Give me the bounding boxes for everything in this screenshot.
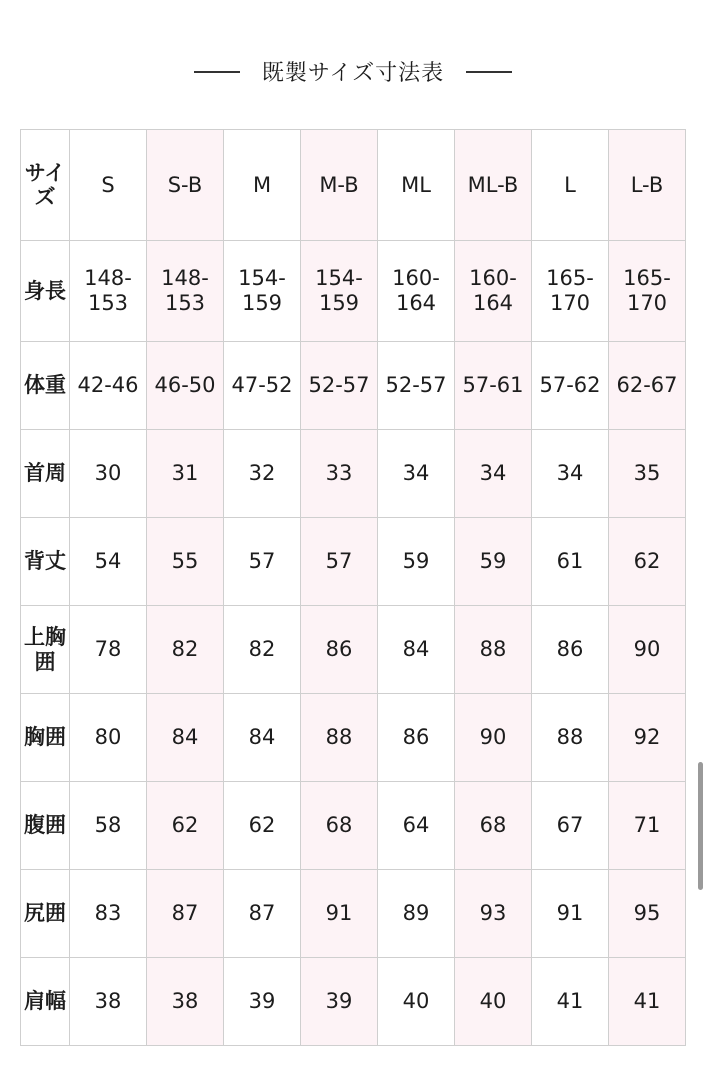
table-cell: 82 [224,606,301,694]
table-row [21,241,686,342]
table-cell: 47-52 [224,342,301,430]
column-header-m-b: M-B [301,130,378,241]
table-cell: 39 [301,958,378,1046]
table-cell: 82 [147,606,224,694]
table-cell: 41 [609,958,686,1046]
cell-line: 159 [318,291,360,315]
table-cell: 89 [378,870,455,958]
table-cell: 71 [609,782,686,870]
row-header: 肩幅 [21,958,70,1046]
table-cell: 68 [455,782,532,870]
table-cell [224,241,301,342]
table-cell: 34 [378,430,455,518]
cell-line: 160- [469,266,517,291]
row-header: 胸囲 [21,694,70,782]
table-row [21,606,686,694]
column-header-s-b: S-B [147,130,224,241]
row-header: 上胸囲 [21,606,70,694]
table-cell: 67 [532,782,609,870]
row-header: 体重 [21,342,70,430]
column-header-m: M [224,130,301,241]
table-cell: 58 [70,782,147,870]
table-cell [532,241,609,342]
table-cell: 78 [70,606,147,694]
table-cell: 31 [147,430,224,518]
table-cell: 41 [532,958,609,1046]
cell-line: 159 [241,291,283,315]
table-cell: 52-57 [301,342,378,430]
table-cell: 64 [378,782,455,870]
table-cell: 57 [301,518,378,606]
table-cell: 34 [532,430,609,518]
cell-line: 164 [395,291,437,315]
table-cell: 52-57 [378,342,455,430]
table-cell: 38 [147,958,224,1046]
table-cell [378,241,455,342]
table-cell: 57-62 [532,342,609,430]
table-cell [301,241,378,342]
table-cell: 54 [70,518,147,606]
table-cell: 83 [70,870,147,958]
table-cell: 87 [224,870,301,958]
table-cell: 92 [609,694,686,782]
table-cell: 84 [224,694,301,782]
table-cell: 91 [301,870,378,958]
table-cell: 30 [70,430,147,518]
vertical-scrollbar[interactable] [698,762,703,890]
cell-line: 153 [164,291,206,315]
table-cell: 34 [455,430,532,518]
table-row [21,430,686,518]
column-header-ml-b: ML-B [455,130,532,241]
table-cell: 68 [301,782,378,870]
table-row [21,518,686,606]
table-cell: 46-50 [147,342,224,430]
table-cell: 86 [301,606,378,694]
table-cell: 59 [455,518,532,606]
table-corner-label: サイズ [21,130,70,241]
table-cell [609,241,686,342]
row-header: 腹囲 [21,782,70,870]
table-cell: 40 [455,958,532,1046]
table-cell: 90 [455,694,532,782]
table-cell: 95 [609,870,686,958]
table-cell: 86 [532,606,609,694]
table-cell: 38 [70,958,147,1046]
table-cell: 80 [70,694,147,782]
table-cell: 62-67 [609,342,686,430]
size-table-container [0,97,706,1046]
title-rule-right-icon [466,71,512,73]
cell-line: 165- [623,266,671,291]
table-header-row [21,130,686,241]
table-row [21,782,686,870]
cell-line: 170 [626,291,668,315]
table-cell: 90 [609,606,686,694]
table-cell: 84 [378,606,455,694]
row-header: 首周 [21,430,70,518]
table-row [21,694,686,782]
table-cell [70,241,147,342]
table-cell: 32 [224,430,301,518]
document-title-row [0,0,706,97]
column-header-l: L [532,130,609,241]
table-cell [147,241,224,342]
table-cell: 93 [455,870,532,958]
table-row [21,870,686,958]
column-header-s: S [70,130,147,241]
table-cell: 62 [609,518,686,606]
table-cell: 35 [609,430,686,518]
cell-line: 153 [87,291,129,315]
table-row [21,958,686,1046]
cell-line: 170 [549,291,591,315]
cell-line: 148- [161,266,209,291]
cell-line: 160- [392,266,440,291]
table-cell: 62 [224,782,301,870]
table-cell: 91 [532,870,609,958]
table-cell: 84 [147,694,224,782]
table-cell: 39 [224,958,301,1046]
cell-line: 148- [84,266,132,291]
cell-line: 164 [472,291,514,315]
column-header-l-b: L-B [609,130,686,241]
row-header: 背丈 [21,518,70,606]
cell-line: 154- [315,266,363,291]
size-table [20,129,686,1046]
table-cell: 40 [378,958,455,1046]
table-cell: 87 [147,870,224,958]
table-cell [455,241,532,342]
column-header-ml: ML [378,130,455,241]
row-header: 尻囲 [21,870,70,958]
table-cell: 59 [378,518,455,606]
row-header: 身長 [21,241,70,342]
table-cell: 55 [147,518,224,606]
table-cell: 57-61 [455,342,532,430]
table-row [21,342,686,430]
table-cell: 57 [224,518,301,606]
table-cell: 86 [378,694,455,782]
table-cell: 61 [532,518,609,606]
table-cell: 88 [455,606,532,694]
table-cell: 42-46 [70,342,147,430]
title-rule-left-icon [194,71,240,73]
table-cell: 33 [301,430,378,518]
table-cell: 88 [532,694,609,782]
cell-line: 165- [546,266,594,291]
table-cell: 88 [301,694,378,782]
page-title: 既製サイズ寸法表 [261,61,445,86]
table-cell: 62 [147,782,224,870]
cell-line: 154- [238,266,286,291]
